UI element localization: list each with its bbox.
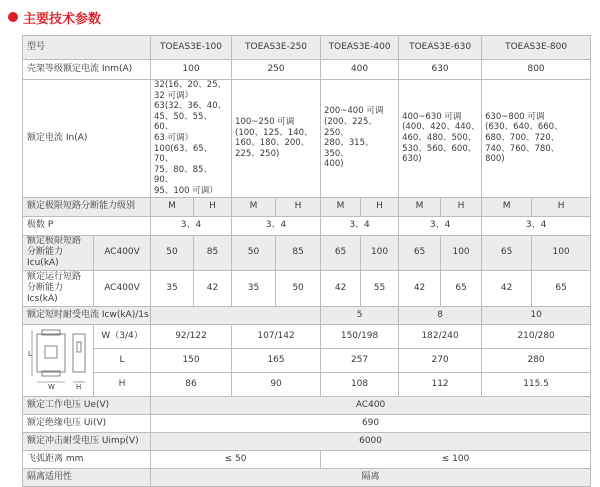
red-bullet-icon bbox=[8, 12, 18, 22]
label-ue: 额定工作电压 Ue(V) bbox=[23, 396, 151, 414]
rated-current-4: 400~630 可调 (400、420、440、 460、480、500、 530、560、600、 630) bbox=[399, 80, 482, 198]
model-3: TOEAS3E-400 bbox=[321, 36, 399, 60]
model-4: TOEAS3E-630 bbox=[399, 36, 482, 60]
icw-blank bbox=[151, 306, 321, 324]
icu-cell: 65 bbox=[399, 235, 441, 270]
row-ue bbox=[23, 396, 591, 414]
rated-current-3: 200~400 可调 (200、225、250、 280、315、350、 400) bbox=[321, 80, 399, 198]
ics-cell: 35 bbox=[151, 270, 194, 306]
breaking-level-cell: H bbox=[441, 197, 482, 216]
icu-cell: 50 bbox=[232, 235, 276, 270]
breaking-level-cell: H bbox=[276, 197, 321, 216]
label-icw: 额定短时耐受电流 Icw(kA)/1s bbox=[23, 306, 151, 324]
breaking-level-cell: H bbox=[194, 197, 232, 216]
label-arc: 飞弧距离 mm bbox=[23, 450, 151, 468]
breaking-level-cell: M bbox=[151, 197, 194, 216]
frame-current-5: 800 bbox=[482, 60, 591, 80]
row-icu bbox=[23, 235, 591, 270]
section-title: 主要技术参数 bbox=[23, 11, 102, 27]
dim-l-3: 257 bbox=[321, 348, 399, 372]
arc-large: ≤ 100 bbox=[321, 450, 591, 468]
diagram-label-h: H bbox=[76, 383, 82, 392]
label-dim-h: H bbox=[94, 372, 151, 396]
poles-1: 3、4 bbox=[151, 216, 232, 235]
dim-h-4: 112 bbox=[399, 372, 482, 396]
row-isolation bbox=[23, 468, 591, 486]
label-ac400v: AC400V bbox=[94, 235, 151, 270]
label-breaking-level: 额定极限短路分断能力级别 bbox=[23, 197, 151, 216]
row-dim-w bbox=[23, 324, 591, 348]
poles-5: 3、4 bbox=[482, 216, 591, 235]
row-ics bbox=[23, 270, 591, 306]
poles-4: 3、4 bbox=[399, 216, 482, 235]
row-uimp bbox=[23, 432, 591, 450]
ics-cell: 55 bbox=[361, 270, 399, 306]
icw-800: 10 bbox=[482, 306, 591, 324]
frame-current-4: 630 bbox=[399, 60, 482, 80]
ics-cell: 50 bbox=[276, 270, 321, 306]
dim-l-5: 280 bbox=[482, 348, 591, 372]
dim-w-4: 182/240 bbox=[399, 324, 482, 348]
isolation-value: 隔离 bbox=[151, 468, 591, 486]
row-poles bbox=[23, 216, 591, 235]
frame-current-2: 250 bbox=[232, 60, 321, 80]
dim-w-5: 210/280 bbox=[482, 324, 591, 348]
spec-table bbox=[22, 35, 591, 487]
ics-cell: 42 bbox=[482, 270, 532, 306]
label-rated-current: 额定电流 In(A) bbox=[23, 80, 151, 198]
icu-cell: 100 bbox=[532, 235, 591, 270]
row-model bbox=[23, 36, 591, 60]
dim-l-1: 150 bbox=[151, 348, 232, 372]
ics-cell: 65 bbox=[441, 270, 482, 306]
ics-cell: 42 bbox=[399, 270, 441, 306]
row-dim-l bbox=[23, 348, 591, 372]
dim-w-3: 150/198 bbox=[321, 324, 399, 348]
model-5: TOEAS3E-800 bbox=[482, 36, 591, 60]
icu-cell: 85 bbox=[194, 235, 232, 270]
label-dim-w: W（3/4） bbox=[94, 324, 151, 348]
label-isolation: 隔离适用性 bbox=[23, 468, 151, 486]
icw-630: 8 bbox=[399, 306, 482, 324]
dim-w-2: 107/142 bbox=[232, 324, 321, 348]
dim-l-4: 270 bbox=[399, 348, 482, 372]
breaking-level-cell: M bbox=[482, 197, 532, 216]
rated-current-5: 630~800 可调 (630、640、660、 680、700、720、 740、760、780、 800) bbox=[482, 80, 591, 198]
ui-value: 690 bbox=[151, 414, 591, 432]
icu-cell: 50 bbox=[151, 235, 194, 270]
dimension-diagram bbox=[23, 324, 94, 396]
label-model: 型号 bbox=[23, 36, 151, 60]
arc-small: ≤ 50 bbox=[151, 450, 321, 468]
icu-cell: 65 bbox=[482, 235, 532, 270]
row-dim-h bbox=[23, 372, 591, 396]
poles-2: 3、4 bbox=[232, 216, 321, 235]
model-1: TOEAS3E-100 bbox=[151, 36, 232, 60]
ics-cell: 42 bbox=[194, 270, 232, 306]
rated-current-2: 100~250 可调 (100、125、140、 160、180、200、 225、250) bbox=[232, 80, 321, 198]
icw-400: 5 bbox=[321, 306, 399, 324]
label-icu: 额定极限短路 分断能力 Icu(kA) bbox=[23, 235, 94, 270]
row-ui bbox=[23, 414, 591, 432]
breaking-level-cell: M bbox=[232, 197, 276, 216]
row-arc bbox=[23, 450, 591, 468]
ics-cell: 65 bbox=[532, 270, 591, 306]
label-ics: 额定运行短路 分断能力 Ics(kA) bbox=[23, 270, 94, 306]
label-frame-current: 壳架等级额定电流 Inm(A) bbox=[23, 60, 151, 80]
dim-l-2: 165 bbox=[232, 348, 321, 372]
row-frame-current bbox=[23, 60, 591, 80]
breaker-outline-icon bbox=[25, 328, 91, 392]
icu-cell: 100 bbox=[361, 235, 399, 270]
dim-h-2: 90 bbox=[232, 372, 321, 396]
diagram-label-w: W bbox=[48, 383, 55, 392]
breaking-level-cell: H bbox=[361, 197, 399, 216]
rated-current-1: 32(16、20、25、 32 可调） 63(32、36、40、 45、50、55、60、 63 可调） 100(63、65、70、 75、80、85、90、 95、100 可调） bbox=[151, 80, 232, 198]
row-breaking-level bbox=[23, 197, 591, 216]
label-dim-l: L bbox=[94, 348, 151, 372]
label-ac400v: AC400V bbox=[94, 270, 151, 306]
ue-value: AC400 bbox=[151, 396, 591, 414]
icu-cell: 85 bbox=[276, 235, 321, 270]
poles-3: 3、4 bbox=[321, 216, 399, 235]
section-header bbox=[8, 6, 101, 28]
uimp-value: 6000 bbox=[151, 432, 591, 450]
frame-current-1: 100 bbox=[151, 60, 232, 80]
label-uimp: 额定冲击耐受电压 Uimp(V) bbox=[23, 432, 151, 450]
icu-cell: 100 bbox=[441, 235, 482, 270]
row-icw bbox=[23, 306, 591, 324]
breaking-level-cell: M bbox=[321, 197, 361, 216]
ics-cell: 35 bbox=[232, 270, 276, 306]
dim-h-1: 86 bbox=[151, 372, 232, 396]
dim-w-1: 92/122 bbox=[151, 324, 232, 348]
row-rated-current bbox=[23, 80, 591, 198]
breaking-level-cell: M bbox=[399, 197, 441, 216]
dim-h-3: 108 bbox=[321, 372, 399, 396]
ics-cell: 42 bbox=[321, 270, 361, 306]
breaking-level-cell: H bbox=[532, 197, 591, 216]
label-poles: 极数 P bbox=[23, 216, 151, 235]
diagram-label-l: L bbox=[28, 350, 32, 359]
label-ui: 额定绝缘电压 Ui(V) bbox=[23, 414, 151, 432]
model-2: TOEAS3E-250 bbox=[232, 36, 321, 60]
frame-current-3: 400 bbox=[321, 60, 399, 80]
icu-cell: 65 bbox=[321, 235, 361, 270]
dim-h-5: 115.5 bbox=[482, 372, 591, 396]
